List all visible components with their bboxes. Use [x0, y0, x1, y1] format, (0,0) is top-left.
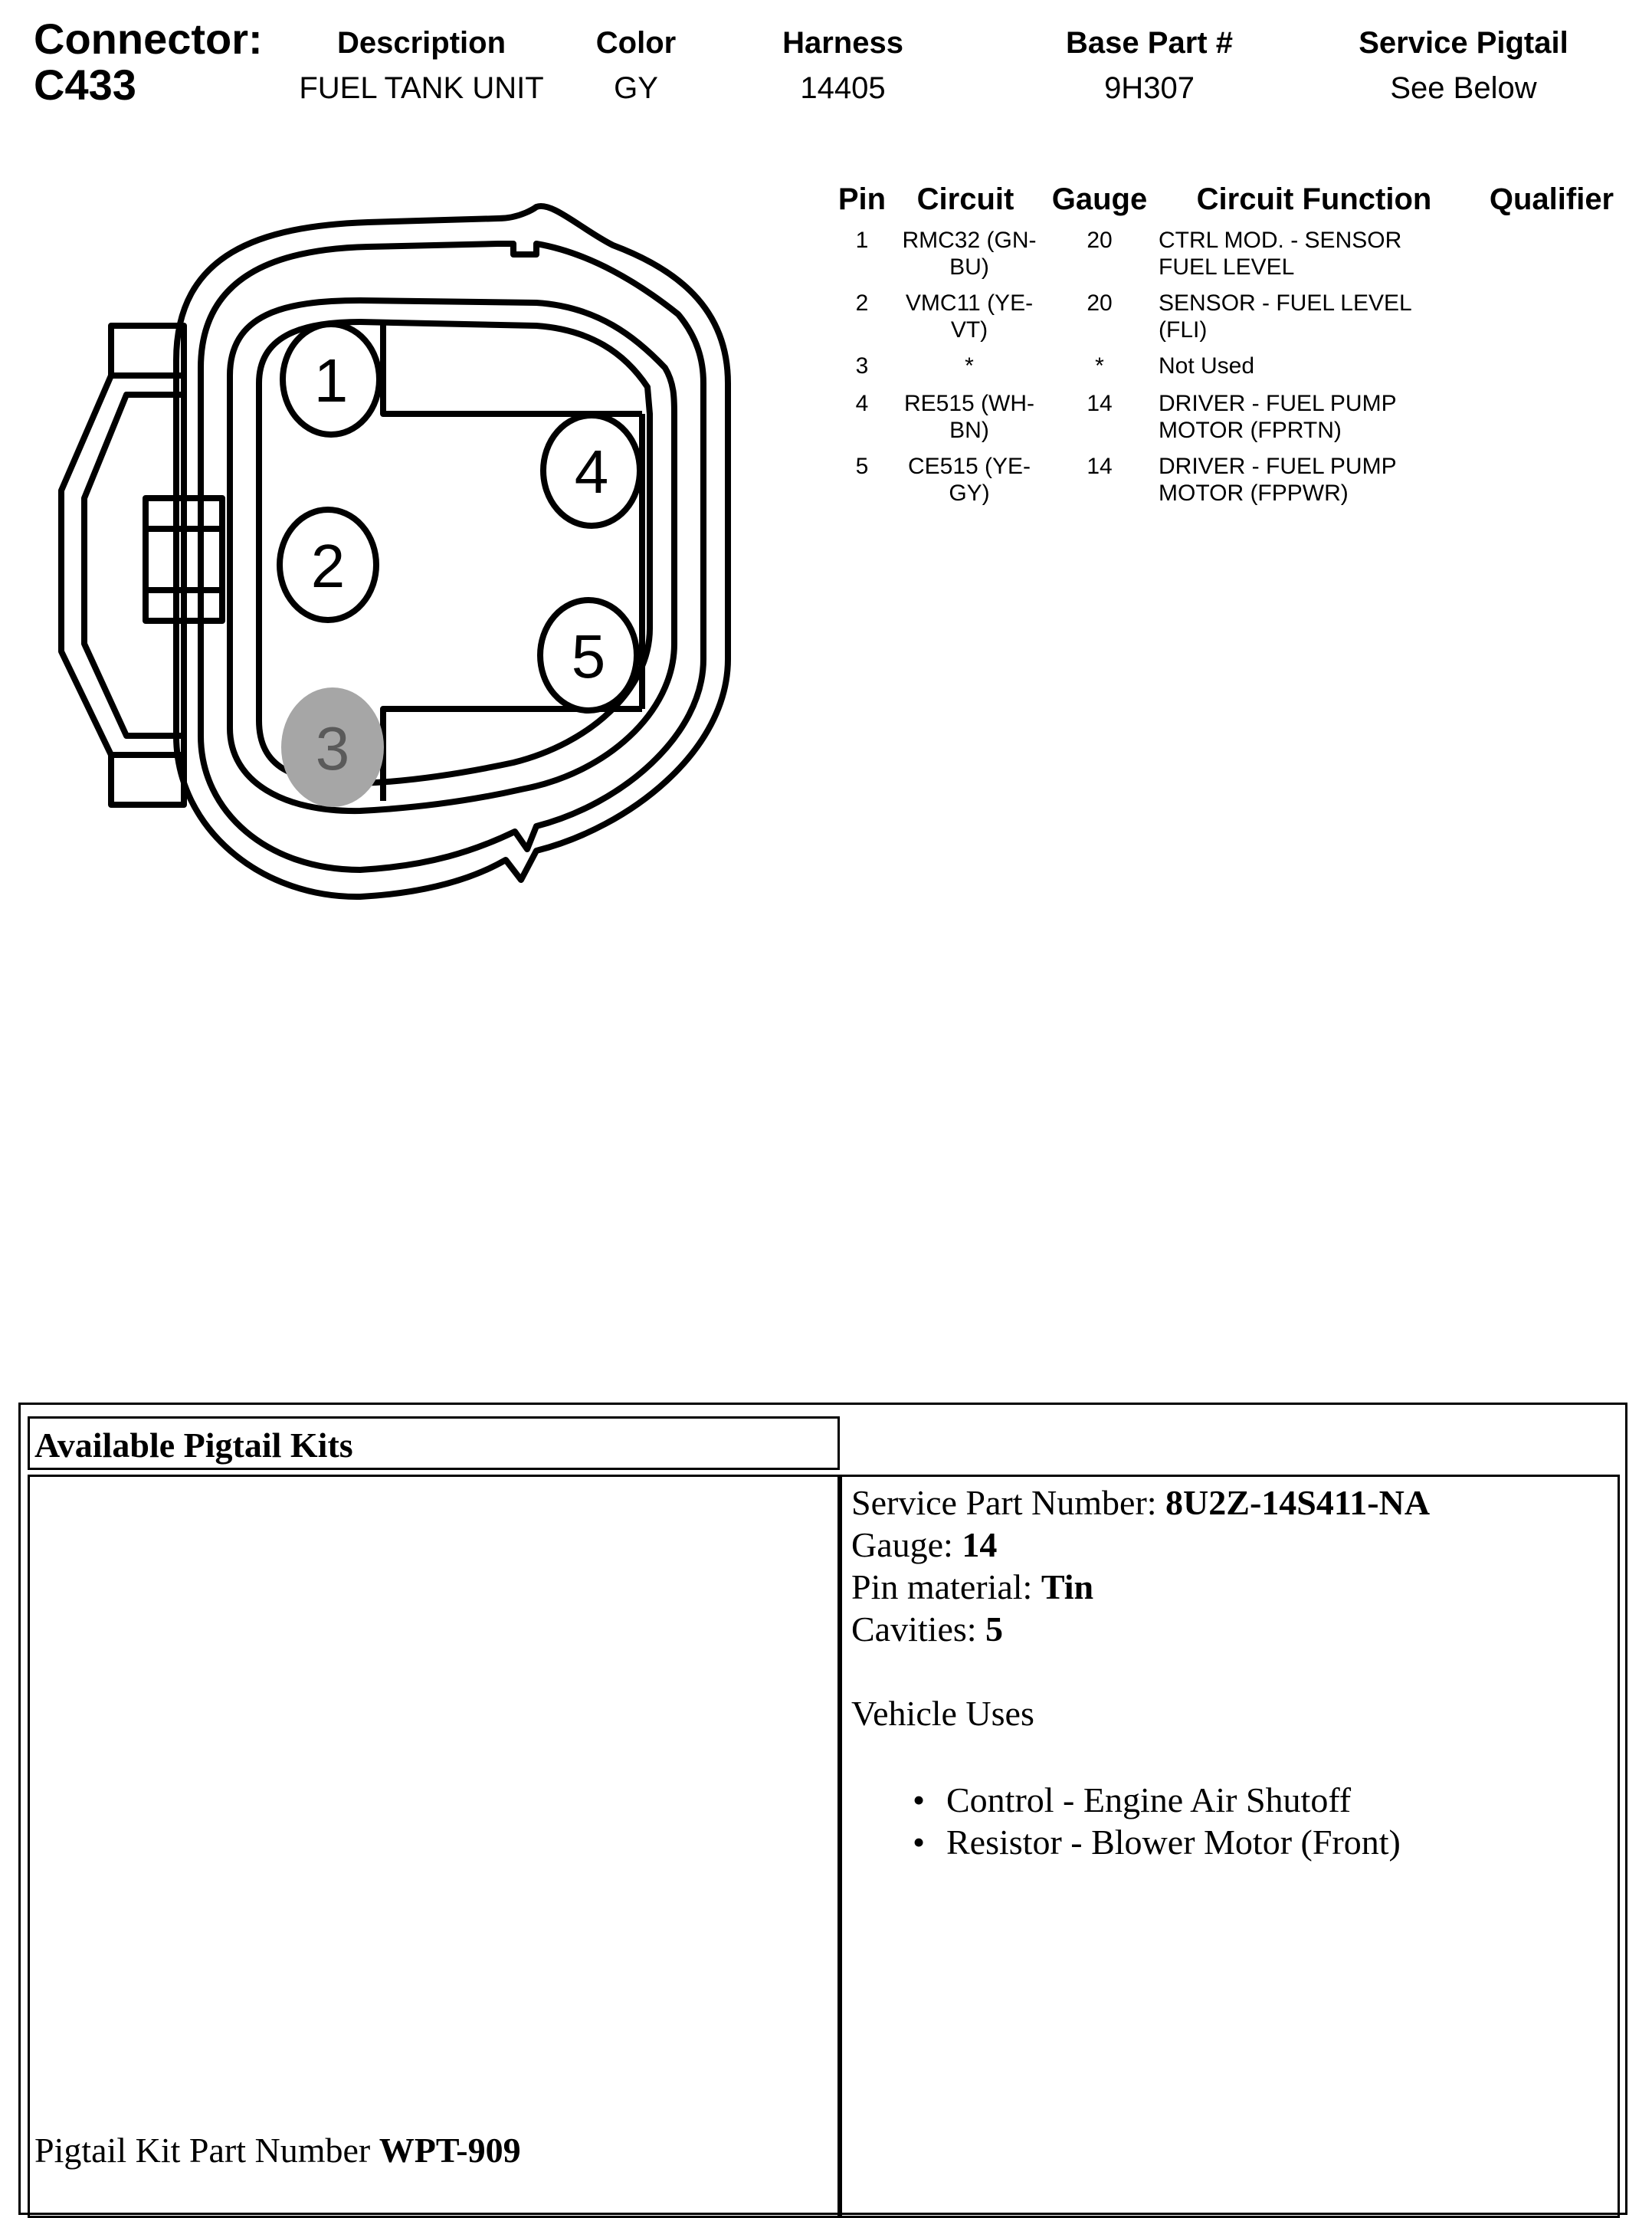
pigtail-title-cell	[28, 1416, 840, 1470]
pigtail-details-cell	[840, 1475, 1620, 2218]
vehicle-use-item: • Resistor - Blower Motor (Front)	[851, 1821, 1430, 1863]
pin-row-4-circuit: RE515 (WH- BN)	[903, 391, 1035, 443]
header-service-pigtail: Service Pigtail	[1359, 26, 1568, 60]
pin-row-3-circuit: *	[965, 353, 974, 379]
header-description: Description	[336, 26, 506, 60]
pin-row-1-pin: 1	[855, 228, 869, 253]
pigtail-kit-part-number: Pigtail Kit Part Number WPT-909	[34, 2131, 521, 2170]
pin-row-3-gauge: *	[1095, 353, 1104, 379]
diagram-pin-2	[280, 510, 376, 620]
value-harness: 14405	[800, 71, 886, 105]
pin-row-2-pin: 2	[855, 290, 869, 316]
pin-row-3-pin: 3	[855, 353, 869, 379]
diagram-pin-4-label: 4	[574, 438, 609, 506]
pin-row-5-function: DRIVER - FUEL PUMP MOTOR (FPPWR)	[1159, 454, 1397, 506]
diagram-pin-3-label: 3	[315, 714, 350, 783]
pin-row-5-pin: 5	[855, 454, 869, 479]
pin-row-1-gauge: 20	[1087, 228, 1113, 253]
diagram-pin-5	[540, 600, 637, 710]
service-part-number: Service Part Number: 8U2Z-14S411-NA	[851, 1483, 1431, 1522]
value-service-pigtail: See Below	[1390, 71, 1537, 105]
pin-table-header-pin: Pin	[837, 182, 887, 216]
pin-table-header-qualifier: Qualifier	[1489, 182, 1614, 216]
pin-row-5-circuit: CE515 (YE- GY)	[907, 454, 1031, 506]
diagram-pin-2-label: 2	[310, 532, 346, 600]
pin-row-4-pin: 4	[855, 391, 869, 416]
pin-row-1-function: CTRL MOD. - SENSOR FUEL LEVEL	[1159, 228, 1402, 280]
pin-row-4-function: DRIVER - FUEL PUMP MOTOR (FPRTN)	[1159, 391, 1397, 443]
cavities: Cavities: 5	[851, 1609, 1004, 1649]
pigtail-kit-cell	[28, 1475, 840, 2218]
diagram-pin-1-label: 1	[313, 346, 349, 415]
pin-material: Pin material: Tin	[851, 1567, 1094, 1606]
vehicle-use-item: • Control - Engine Air Shutoff	[851, 1779, 1430, 1821]
diagram-pin-4	[543, 415, 640, 526]
pin-row-2-function: SENSOR - FUEL LEVEL (FLI)	[1159, 290, 1412, 343]
pin-row-2-gauge: 20	[1087, 290, 1113, 316]
connector-id: C433	[34, 61, 136, 109]
connector-diagram	[0, 0, 812, 935]
connector-label: Connector:	[34, 15, 263, 63]
diagram-pin-3-unused	[281, 687, 384, 807]
vehicle-uses-label: Vehicle Uses	[851, 1694, 1034, 1733]
pin-table-header-circuit: Circuit	[916, 182, 1014, 216]
pin-row-5-gauge: 14	[1087, 454, 1113, 479]
value-base-part: 9H307	[1104, 71, 1195, 105]
pigtail-title: Available Pigtail Kits	[34, 1426, 353, 1465]
header-color: Color	[595, 26, 677, 60]
pin-table-header-function: Circuit Function	[1196, 182, 1432, 216]
header-harness: Harness	[782, 26, 903, 60]
header-base-part: Base Part #	[1066, 26, 1233, 60]
pin-row-1-circuit: RMC32 (GN- BU)	[902, 228, 1037, 280]
pin-table-header-gauge: Gauge	[1051, 182, 1148, 216]
value-description: FUEL TANK UNIT	[299, 71, 544, 105]
diagram-pin-5-label: 5	[571, 622, 606, 691]
pin-row-3-function: Not Used	[1159, 353, 1255, 379]
value-color: GY	[614, 71, 658, 105]
pigtail-gauge: Gauge: 14	[851, 1525, 998, 1564]
vehicle-uses-list	[851, 1779, 1430, 1863]
diagram-pin-1	[283, 324, 379, 435]
pin-row-2-circuit: VMC11 (YE- VT)	[905, 290, 1034, 343]
pin-row-4-gauge: 14	[1087, 391, 1113, 416]
